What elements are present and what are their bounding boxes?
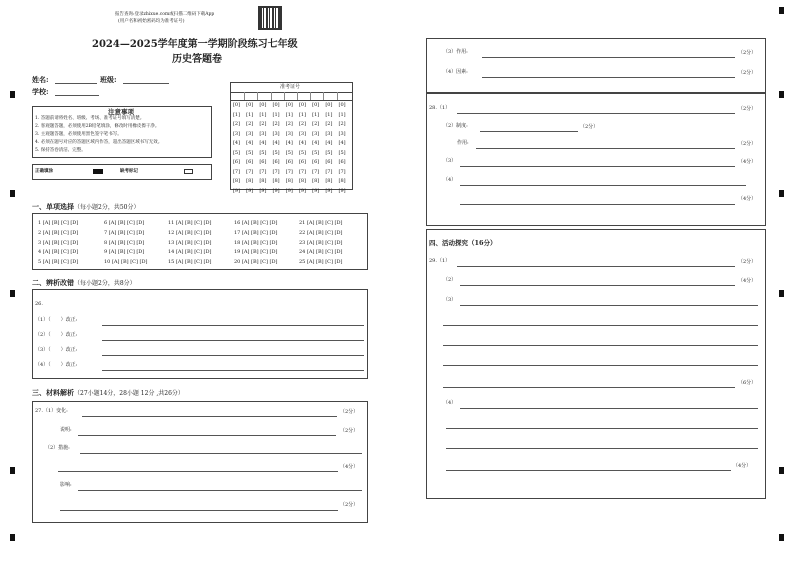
q27-explain-score: （2分）	[340, 428, 359, 434]
q26-item-4: （4）（ ）改正:	[35, 362, 78, 368]
exam-id-digit-bubble[interactable]: [8]	[259, 178, 267, 184]
exam-id-digit-column	[285, 101, 294, 196]
exam-id-cell-divider	[297, 92, 298, 100]
exam-id-digit-column	[338, 101, 347, 196]
exam-id-digit-bubble[interactable]: [4]	[232, 140, 241, 146]
exam-id-digit-bubble[interactable]: [7]	[246, 168, 254, 175]
exam-id-digit-bubble[interactable]: [6]	[285, 159, 293, 165]
alignment-mark	[10, 290, 15, 297]
alignment-mark	[779, 91, 784, 98]
exam-id-cell-divider	[323, 92, 324, 100]
q28-3-label: （3）	[443, 158, 457, 164]
q27-measure-label: （2）措施:	[45, 445, 70, 451]
q29-3-score: （6分）	[738, 380, 757, 386]
exam-id-digit-bubble[interactable]: [3]	[246, 130, 254, 137]
exam-id-digit-bubble[interactable]: [2]	[338, 121, 346, 127]
exam-id-digit-bubble[interactable]: [4]	[312, 140, 320, 146]
exam-id-digit-bubble[interactable]: [0]	[246, 102, 254, 108]
q28-4-score: （4分）	[738, 196, 757, 202]
exam-id-digit-bubble[interactable]: [5]	[246, 149, 254, 156]
mc-question[interactable]: 13 [A] [B] [C] [D]	[168, 239, 212, 246]
q29-3-answer-1[interactable]	[460, 305, 758, 306]
exam-id-digit-bubble[interactable]: [6]	[325, 159, 333, 165]
mc-question[interactable]: 2 [A] [B] [C] [D]	[38, 229, 79, 236]
exam-id-digit-bubble[interactable]: [9]	[272, 187, 280, 194]
notice-item: 5. 保持答卷清洁、完整。	[35, 148, 86, 153]
mc-question[interactable]: 23 [A] [B] [C] [D]	[299, 239, 343, 246]
exam-id-digit-bubble[interactable]: [9]	[259, 187, 267, 194]
effect-answer[interactable]	[482, 57, 735, 58]
q28-role-score: （2分）	[738, 141, 757, 147]
q28-system-score: （2分）	[580, 124, 599, 130]
exam-id-digit-bubble[interactable]: [0]	[312, 102, 320, 108]
page-subtitle: 历史答题卷	[172, 54, 222, 65]
report-notice-sub: (用户名和初始密码均为准考证号)	[118, 19, 185, 24]
exam-id-digit-bubble[interactable]: [5]	[259, 149, 267, 156]
exam-id-digit-bubble[interactable]: [8]	[312, 178, 320, 184]
exam-id-digit-bubble[interactable]: [2]	[259, 121, 267, 127]
exam-id-digit-bubble[interactable]: [0]	[325, 102, 333, 108]
exam-id-digit-column	[245, 101, 254, 196]
exam-id-digit-bubble[interactable]: [0]	[338, 102, 346, 108]
exam-id-digit-bubble[interactable]: [7]	[272, 168, 280, 175]
exam-id-digit-bubble[interactable]: [7]	[325, 168, 333, 175]
q29-3-answer-2[interactable]	[443, 325, 758, 326]
notice-item: 1. 答题前请将姓名、班级、考场、准考证号填写清楚。	[35, 116, 145, 121]
mc-question[interactable]: 8 [A] [B] [C] [D]	[104, 239, 145, 246]
right-top-box	[426, 38, 766, 93]
q27-impact-answer-1[interactable]	[78, 490, 362, 491]
exam-id-digit-bubble[interactable]: [6]	[246, 159, 254, 165]
effect-score: （2分）	[738, 50, 757, 56]
mc-question[interactable]: 10 [A] [B] [C] [D]	[104, 259, 148, 266]
section2-heading: 二、辨析改错	[32, 278, 74, 287]
exam-id-digit-bubble[interactable]: [6]	[259, 159, 267, 165]
q27-impact-answer-2[interactable]	[60, 510, 338, 511]
mc-question[interactable]: 25 [A] [B] [C] [D]	[299, 259, 343, 266]
exam-id-digit-bubble[interactable]: [3]	[285, 130, 293, 137]
correct-fill-label: 正确填涂	[35, 169, 53, 174]
mc-question[interactable]: 6 [A] [B] [C] [D]	[104, 220, 145, 226]
section1-title	[32, 203, 139, 211]
class-field[interactable]	[123, 83, 169, 84]
exam-id-digit-bubble[interactable]: [2]	[312, 121, 320, 127]
mc-question[interactable]: 3 [A] [B] [C] [D]	[38, 239, 79, 246]
q27-measure-score: （4分）	[340, 464, 359, 470]
exam-id-digit-bubble[interactable]: [8]	[298, 178, 307, 184]
exam-id-digit-bubble[interactable]: [4]	[298, 140, 307, 146]
exam-id-digit-bubble[interactable]: [2]	[325, 121, 333, 127]
section3-note: （27小题14分，28小题 12分 ,共26分）	[74, 390, 184, 397]
exam-id-digit-bubble[interactable]: [9]	[312, 187, 320, 194]
q26-answer-1[interactable]	[102, 325, 364, 326]
exam-id-digit-bubble[interactable]: [9]	[232, 187, 241, 194]
alignment-mark	[10, 467, 15, 474]
q26-answer-2[interactable]	[102, 340, 364, 341]
q28-role-answer[interactable]	[476, 148, 735, 149]
exam-id-digit-bubble[interactable]: [2]	[272, 121, 280, 127]
exam-id-digit-bubble[interactable]: [0]	[272, 102, 280, 108]
q28-1-answer[interactable]	[457, 113, 735, 114]
exam-id-digit-bubble[interactable]: [5]	[325, 149, 333, 156]
exam-id-digit-bubble[interactable]: [6]	[338, 159, 346, 165]
section3-heading: 三、材料解析	[32, 388, 74, 397]
school-label: 学校:	[32, 87, 49, 96]
exam-id-digit-bubble[interactable]: [5]	[338, 149, 346, 156]
alignment-mark	[10, 190, 15, 197]
q26-item-1: （1）（ ）改正:	[35, 317, 78, 323]
exam-id-digit-bubble[interactable]: [3]	[312, 130, 320, 137]
exam-id-digit-bubble[interactable]: [7]	[285, 168, 293, 175]
factor-label: （4）因素:	[443, 69, 468, 75]
exam-id-digit-column	[324, 101, 333, 196]
q29-4-answer-2[interactable]	[446, 428, 758, 429]
exam-id-digit-bubble[interactable]: [1]	[285, 111, 293, 118]
exam-id-cell-divider	[271, 92, 272, 100]
notice-title: 注意事项	[108, 108, 134, 116]
exam-id-digit-bubble[interactable]: [1]	[246, 111, 254, 118]
exam-id-digit-bubble[interactable]: [5]	[232, 149, 241, 156]
section2-box	[32, 289, 368, 379]
factor-answer[interactable]	[482, 77, 735, 78]
exam-id-digit-bubble[interactable]: [8]	[272, 178, 280, 184]
correct-fill-sample	[93, 169, 103, 174]
mc-question[interactable]: 5 [A] [B] [C] [D]	[38, 259, 79, 266]
exam-id-digit-bubble[interactable]: [2]	[232, 121, 241, 127]
q27-change-score: （2分）	[340, 409, 359, 415]
section3-box	[32, 401, 368, 523]
q29-4-answer-1[interactable]	[460, 408, 758, 409]
exam-id-digit-bubble[interactable]: [7]	[298, 168, 307, 175]
alignment-mark	[779, 7, 784, 14]
exam-id-digit-bubble[interactable]: [1]	[232, 111, 241, 118]
exam-id-digit-bubble[interactable]: [9]	[325, 187, 333, 194]
exam-id-label: 准考证号	[280, 84, 301, 90]
q26-item-2: （2）（ ）改正:	[35, 332, 78, 338]
exam-id-digit-bubble[interactable]: [9]	[298, 187, 307, 194]
notice-item: 3. 主观题答题，必须使用黑色签字笔书写。	[35, 132, 122, 137]
exam-id-digit-bubble[interactable]: [1]	[325, 111, 333, 118]
mc-question[interactable]: 16 [A] [B] [C] [D]	[234, 220, 278, 226]
section3-title	[32, 389, 184, 397]
q28-4-label: （4）	[443, 177, 457, 183]
exam-id-digit-bubble[interactable]: [7]	[259, 168, 267, 175]
exam-id-digit-bubble[interactable]: [9]	[246, 187, 254, 194]
effect-label: （3）作用:	[443, 49, 468, 55]
exam-id-digit-bubble[interactable]: [6]	[298, 159, 307, 165]
exam-id-digit-column	[272, 101, 281, 196]
alignment-mark	[10, 91, 15, 98]
school-field[interactable]	[55, 95, 99, 96]
q26-item-3: （3）（ ）改正:	[35, 347, 78, 353]
exam-id-digit-bubble[interactable]: [3]	[338, 130, 346, 137]
alignment-mark	[779, 190, 784, 197]
exam-id-digit-bubble[interactable]: [6]	[312, 159, 320, 165]
mc-question[interactable]: 9 [A] [B] [C] [D]	[104, 249, 145, 256]
exam-id-digit-bubble[interactable]: [4]	[246, 140, 254, 146]
exam-id-digit-bubble[interactable]: [9]	[285, 187, 293, 194]
q28-4-answer-2[interactable]	[460, 204, 735, 205]
exam-id-digit-bubble[interactable]: [8]	[232, 178, 241, 184]
name-label: 姓名:	[32, 75, 49, 84]
alignment-mark	[779, 467, 784, 474]
mc-question[interactable]: 4 [A] [B] [C] [D]	[38, 249, 79, 256]
q26-answer-3[interactable]	[102, 355, 364, 356]
q29-3-answer-4[interactable]	[443, 365, 758, 366]
exam-id-cell-divider	[310, 92, 311, 100]
q29-4-answer-4[interactable]	[446, 470, 731, 471]
q26-answer-4[interactable]	[102, 370, 364, 371]
q29-3-answer-3[interactable]	[443, 345, 758, 346]
exam-id-digit-bubble[interactable]: [3]	[232, 130, 241, 137]
exam-id-digit-bubble[interactable]: [1]	[272, 111, 280, 118]
exam-id-digit-bubble[interactable]: [8]	[338, 178, 346, 184]
exam-id-digit-bubble[interactable]: [6]	[232, 159, 241, 165]
section2-note: （每小题2分，共8分）	[74, 280, 136, 287]
mc-question[interactable]: 20 [A] [B] [C] [D]	[234, 259, 278, 266]
q29-4-answer-3[interactable]	[446, 448, 758, 449]
exam-id-digit-bubble[interactable]: [3]	[259, 130, 267, 137]
q28-4-answer-1[interactable]	[460, 185, 746, 186]
exam-id-digit-bubble[interactable]: [7]	[338, 168, 346, 175]
section1-heading: 一、单项选择	[32, 202, 74, 211]
section2-title	[32, 279, 136, 287]
exam-id-digit-bubble[interactable]: [1]	[298, 111, 307, 118]
exam-id-digit-bubble[interactable]: [0]	[298, 102, 307, 108]
q27-impact-score: （2分）	[340, 502, 359, 508]
exam-id-digit-bubble[interactable]: [1]	[259, 111, 267, 118]
exam-id-digit-bubble[interactable]: [5]	[312, 149, 320, 156]
exam-id-digit-bubble[interactable]: [1]	[338, 111, 346, 118]
mc-question[interactable]: 22 [A] [B] [C] [D]	[299, 229, 343, 236]
mc-question[interactable]: 17 [A] [B] [C] [D]	[234, 229, 278, 236]
q27-measure-answer-2[interactable]	[58, 471, 338, 472]
mc-question[interactable]: 19 [A] [B] [C] [D]	[234, 249, 278, 256]
exam-id-digit-bubble[interactable]: [4]	[272, 140, 280, 146]
exam-id-digit-bubble[interactable]: [3]	[272, 130, 280, 137]
q28-system-label: （2）制度:	[443, 123, 468, 129]
q28-system-answer[interactable]	[480, 131, 578, 132]
q29-2-answer[interactable]	[460, 285, 735, 286]
exam-id-digit-bubble[interactable]: [7]	[232, 168, 241, 175]
q27-explain-answer[interactable]	[78, 435, 336, 436]
exam-id-cell-divider	[284, 92, 285, 100]
q28-3-score: （4分）	[738, 159, 757, 165]
exam-id-digit-column	[232, 101, 241, 196]
notice-item: 2. 客观题答题，必须使用2B铅笔填涂，修改时用橡皮擦干净。	[35, 124, 160, 129]
q27-impact-label: 影响:	[60, 482, 72, 488]
q29-2-label: （2）	[443, 277, 457, 283]
exam-id-digit-column	[298, 101, 307, 196]
report-notice: 报告查询:登录zhixue.com或扫描二维码下载App	[115, 12, 215, 17]
absent-mark-label: 缺考标记	[120, 169, 138, 174]
exam-id-digit-bubble[interactable]: [2]	[285, 121, 293, 127]
q28-1-label: 28.（1）	[429, 105, 451, 111]
exam-id-digit-bubble[interactable]: [2]	[246, 121, 254, 127]
q29-4-label: （4）	[443, 400, 457, 406]
exam-id-header-divider	[230, 92, 353, 93]
exam-id-digit-bubble[interactable]: [3]	[298, 130, 307, 137]
mc-question[interactable]: 14 [A] [B] [C] [D]	[168, 249, 212, 256]
factor-score: （2分）	[738, 70, 757, 76]
mc-question[interactable]: 18 [A] [B] [C] [D]	[234, 239, 278, 246]
exam-id-digit-column	[258, 101, 267, 196]
exam-id-digit-bubble[interactable]: [7]	[312, 168, 320, 175]
exam-id-digit-column	[311, 101, 320, 196]
q26-number: 26.	[35, 301, 43, 307]
alignment-mark	[779, 290, 784, 297]
exam-id-digit-bubble[interactable]: [4]	[338, 140, 346, 146]
exam-id-digit-bubble[interactable]: [5]	[272, 149, 280, 156]
mc-question[interactable]: 21 [A] [B] [C] [D]	[299, 220, 343, 226]
notice-item: 4. 必须在题号对应的答题区域内作答，超出答题区域书写无效。	[35, 140, 163, 145]
q28-3-answer[interactable]	[460, 166, 735, 167]
q27-explain-label: 说明:	[60, 427, 72, 433]
section1-note: （每小题2分，共50分）	[74, 204, 140, 211]
exam-id-digit-bubble[interactable]: [5]	[298, 149, 307, 156]
section4-title: 四、活动探究（16分）	[429, 239, 497, 247]
exam-id-digit-bubble[interactable]: [4]	[325, 140, 333, 146]
qr-code-icon	[258, 6, 282, 30]
q28-role-label: 作用:	[457, 140, 469, 146]
q29-2-score: （4分）	[738, 278, 757, 284]
exam-id-cell-divider	[337, 92, 338, 100]
exam-id-digit-bubble[interactable]: [3]	[325, 130, 333, 137]
exam-id-digit-bubble[interactable]: [0]	[232, 102, 241, 108]
mc-question[interactable]: 1 [A] [B] [C] [D]	[38, 220, 79, 226]
exam-id-digit-bubble[interactable]: [6]	[272, 159, 280, 165]
q29-1-score: （2分）	[738, 259, 757, 265]
q27-change-label: 27.（1）变化:	[35, 408, 68, 414]
exam-id-digit-bubble[interactable]: [8]	[285, 178, 293, 184]
exam-id-cell-divider	[257, 92, 258, 100]
q29-3-label: （3）	[443, 297, 457, 303]
class-label: 班级:	[100, 75, 117, 84]
exam-id-digit-bubble[interactable]: [8]	[325, 178, 333, 184]
exam-id-digit-bubble[interactable]: [5]	[285, 149, 293, 156]
section4-box	[426, 229, 766, 499]
mc-question[interactable]: 11 [A] [B] [C] [D]	[168, 220, 212, 226]
alignment-mark	[779, 534, 784, 541]
q29-1-label: 29.（1）	[429, 258, 451, 264]
exam-id-digit-bubble[interactable]: [4]	[259, 140, 267, 146]
mc-question[interactable]: 7 [A] [B] [C] [D]	[104, 229, 145, 236]
exam-id-digit-bubble[interactable]: [4]	[285, 140, 293, 146]
mc-question[interactable]: 24 [A] [B] [C] [D]	[299, 249, 343, 256]
alignment-mark	[10, 534, 15, 541]
page-title: 2024—2025学年度第一学期阶段练习七年级	[92, 39, 298, 50]
exam-id-digit-bubble[interactable]: [0]	[259, 102, 267, 108]
mc-question[interactable]: 12 [A] [B] [C] [D]	[168, 229, 212, 236]
exam-id-digit-bubble[interactable]: [1]	[312, 111, 320, 118]
q29-4-score: （4分）	[733, 463, 752, 469]
q29-1-answer[interactable]	[457, 266, 735, 267]
exam-id-digit-bubble[interactable]: [8]	[246, 178, 254, 184]
q28-1-score: （2分）	[738, 106, 757, 112]
q27-change-answer[interactable]	[82, 416, 337, 417]
mc-question[interactable]: 15 [A] [B] [C] [D]	[168, 259, 212, 266]
q29-3-answer-5[interactable]	[443, 387, 735, 388]
q27-measure-answer-1[interactable]	[80, 453, 362, 454]
exam-id-digit-bubble[interactable]: [9]	[338, 187, 346, 194]
absent-mark-box[interactable]	[184, 169, 193, 174]
exam-id-digit-bubble[interactable]: [2]	[298, 121, 307, 127]
exam-id-cell-divider	[244, 92, 245, 100]
exam-id-digit-bubble[interactable]: [0]	[285, 102, 293, 108]
name-field[interactable]	[55, 83, 97, 84]
